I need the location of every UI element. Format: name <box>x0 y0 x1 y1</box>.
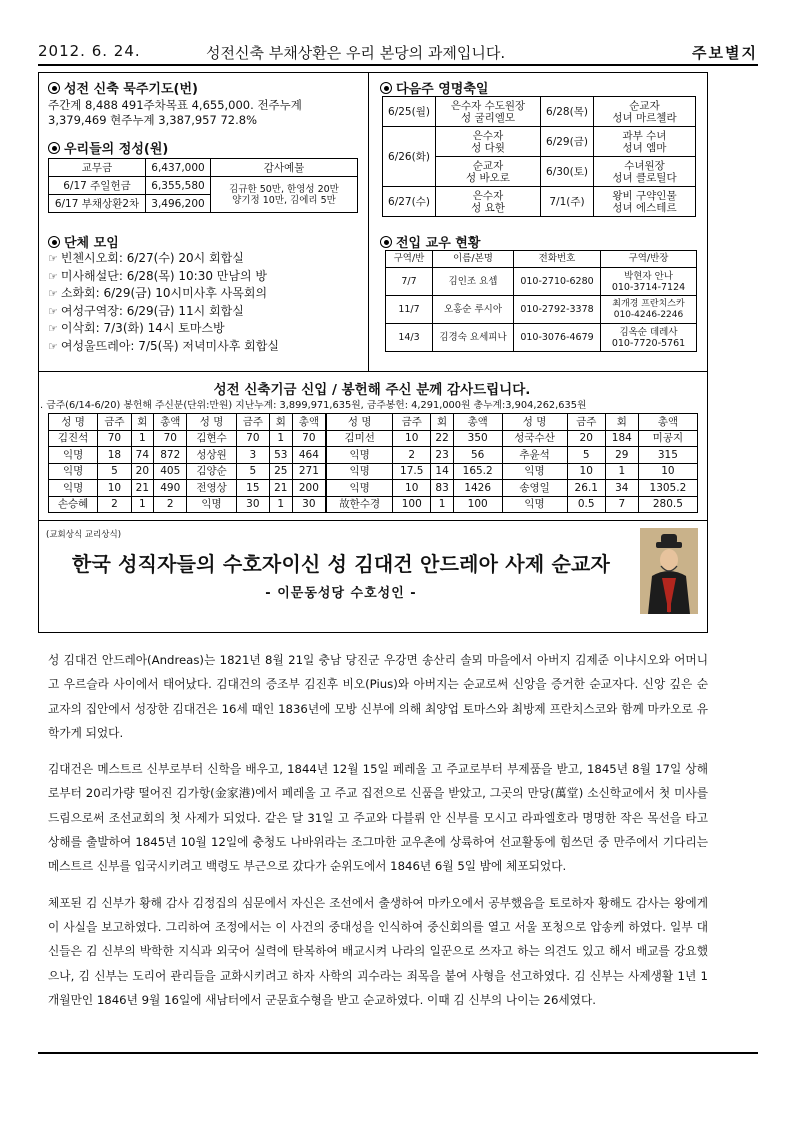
table-cell: 손승혜 <box>49 496 98 513</box>
groups-title: 단체 모임 <box>48 232 119 251</box>
table-cell: 0.5 <box>567 496 605 513</box>
table-cell: 1305.2 <box>638 480 697 497</box>
column-header: 회 <box>131 414 154 431</box>
offering-title: 우리들의 정성(원) <box>48 138 168 157</box>
table-cell: 165.2 <box>453 463 502 480</box>
fund-subtitle: . 금주(6/14-6/20) 봉헌해 주신분(단위:만원) 지난누계: 3,899,971,635원, 금주봉헌: 4,291,000원 총누계:3,904,262,635원 <box>40 400 587 411</box>
table-cell: 18 <box>98 447 131 464</box>
issue-date: 2012. 6. 24. <box>38 42 141 60</box>
list-item: ☞ 여성울뜨레아: 7/5(목) 저녁미사후 회합실 <box>48 338 364 356</box>
list-item: ☞ 소화회: 6/29(금) 10시미사후 사목회의 <box>48 285 364 303</box>
table-cell: 70 <box>236 430 269 447</box>
hand-pointer-icon: ☞ <box>48 339 58 353</box>
table-cell: 익명 <box>49 480 98 497</box>
table-cell: 405 <box>154 463 187 480</box>
column-header: 성 명 <box>326 414 392 431</box>
table-cell: 1 <box>270 496 293 513</box>
table-cell: 100 <box>393 496 431 513</box>
bullet-icon <box>48 82 60 94</box>
paragraph: 체포된 김 신부가 황해 감사 김정집의 심문에서 자신은 조선에서 출생하여 마카오에서 공부했음을 토로하자 황해도 감사는 왕에게 이 사실을 보고하였다. 그리하여 조정에서는 이 사건의 중대성을 인식하여 중신회의를 열고 서울 포청으로 압송케 하였다. 일부 대신들은 김 신부의 박학한 지식과 외국어 실력에 탄복하여 배교시켜 나라의 일꾼으로 쓰자고 하는 의견도 있고 해서 배교를 강요했으나, 김 신부는 도리어 관리들을 교화시키려고 하자 사학의 괴수라는 죄목을 붙여 사형을 선고하였다. 김 신부는 사제생활 1년 1개월만인 1846년 9월 16일에 새남터에서 군문효수형을 받고 순교하였다. 이때 김 신부의 나이는 26세였다. <box>48 895 708 1007</box>
table-cell: 1 <box>270 430 293 447</box>
column-header: 회 <box>431 414 454 431</box>
table-cell: 22 <box>431 430 454 447</box>
table-cell: 5 <box>98 463 131 480</box>
table-cell: 10 <box>638 463 697 480</box>
column-header: 회 <box>605 414 638 431</box>
table-cell: 5 <box>567 447 605 464</box>
table-cell: 김양순 <box>187 463 236 480</box>
table-cell: 5 <box>236 463 269 480</box>
table-cell: 미공지 <box>638 430 697 447</box>
table-row <box>49 447 698 464</box>
hand-pointer-icon: ☞ <box>48 322 58 335</box>
table-cell: 184 <box>605 430 638 447</box>
header <box>38 42 758 64</box>
table-cell: 1426 <box>453 480 502 497</box>
feast-title: 다음주 영명축일 <box>380 78 488 97</box>
table-cell: 350 <box>453 430 502 447</box>
bulletin-tag: 주보별지 <box>692 44 758 62</box>
table-cell: 53 <box>270 447 293 464</box>
table-cell: 익명 <box>49 463 98 480</box>
table-cell: 익명 <box>326 463 392 480</box>
article-kicker: (교회상식 교리상식) <box>46 530 122 540</box>
groups-list <box>48 250 364 355</box>
column-header: 성 명 <box>49 414 98 431</box>
table-cell: 익명 <box>49 447 98 464</box>
table-cell: 26.1 <box>567 480 605 497</box>
hand-pointer-icon: ☞ <box>48 287 58 300</box>
article-title: 한국 성직자들의 수호자이신 성 김대건 안드레아 사제 순교자 <box>71 552 611 576</box>
table-cell: 70 <box>98 430 131 447</box>
hand-pointer-icon: ☞ <box>48 252 58 265</box>
column-header: 회 <box>270 414 293 431</box>
table-cell: 송영일 <box>502 480 567 497</box>
table-cell: 3 <box>236 447 269 464</box>
table-cell: 23 <box>431 447 454 464</box>
saint-portrait <box>640 528 698 614</box>
table-cell: 464 <box>292 447 326 464</box>
table-row: 11/7 오홍순 루시아 010-2792-3378 최개경 프란치스카 010-4246-2246 <box>386 296 697 324</box>
prayer-stats: 주간계 8,488 491주차목표 4,655,000. 전주누계 3,379,469 현주누계 3,387,957 72.8% <box>48 98 302 127</box>
feast-table: 6/25(월) 은수자 수도원장 성 굴리엘모 6/28(목) 순교자 성녀 마르첼라 6/26(화) 은수자 성 다윗 6/29(금) 과부 수녀 성녀 엠마 순교자 성 바오로 6/30(토) 수녀원장 성녀 클로틸다 6/27(수) 은수자 성 요한 7/1(주) 왕비 구약인물 성녀 에스테르 <box>382 96 696 217</box>
table-cell: 83 <box>431 480 454 497</box>
table-cell: 74 <box>131 447 154 464</box>
table-row: 7/7 김인조 요셉 010-2710-6280 박현자 안나 010-3714-7124 <box>386 268 697 296</box>
list-item: ☞ 미사해설단: 6/28(목) 10:30 만남의 방 <box>48 268 364 286</box>
table-cell: 성상원 <box>187 447 236 464</box>
bullet-icon <box>48 236 60 248</box>
table-header-row <box>49 414 698 431</box>
table-cell: 17.5 <box>393 463 431 480</box>
table-cell: 2 <box>154 496 187 513</box>
offering-table: 교무금 6,437,000 감사예물 6/17 주일헌금 6,355,580 김규한 50만, 한영성 20만 양기정 10만, 김에리 5만 6/17 부채상환2차 3,496,200 <box>48 158 358 213</box>
table-cell: 14 <box>431 463 454 480</box>
newcomers-title: 전입 교우 현황 <box>380 232 480 251</box>
header-motto: 성전신축 부채상환은 우리 본당의 과제입니다. <box>206 44 506 62</box>
table-cell: 2 <box>98 496 131 513</box>
column-header: 금주 <box>567 414 605 431</box>
table-cell: 29 <box>605 447 638 464</box>
table-cell: 21 <box>270 480 293 497</box>
table-cell: 김현수 <box>187 430 236 447</box>
table-cell: 10 <box>393 430 431 447</box>
column-header: 총액 <box>292 414 326 431</box>
bullet-icon <box>48 142 60 154</box>
table-cell: 200 <box>292 480 326 497</box>
newcomers-table: 구역/반 이름/본명 전화번호 구역/반장 7/7 김인조 요셉 010-2710-6280 박현자 안나 010-3714-7124 11/7 오홍순 루시아 010-2792-3378 최개경 프란치스카 010-4246-2246 14/3 김경숙 요세피나 010-3076-4679 김옥순 데레사 010-7720-5761 <box>385 250 697 352</box>
table-cell: 10 <box>98 480 131 497</box>
table-cell: 70 <box>292 430 326 447</box>
table-cell: 익명 <box>502 496 567 513</box>
table-cell: 872 <box>154 447 187 464</box>
table-cell: 익명 <box>187 496 236 513</box>
table-cell: 21 <box>131 480 154 497</box>
column-header: 금주 <box>393 414 431 431</box>
column-header: 성 명 <box>502 414 567 431</box>
table-cell: 315 <box>638 447 697 464</box>
table-cell: 익명 <box>326 480 392 497</box>
table-cell: 56 <box>453 447 502 464</box>
hand-pointer-icon: ☞ <box>48 304 58 318</box>
column-header: 금주 <box>98 414 131 431</box>
paragraph: 성 김대건 안드레아(Andreas)는 1821년 8월 21일 충남 당진군 우강면 송산리 솔뫼 마을에서 아버지 김제준 이냐시오와 어머니 고 우르슬라 사이에서 태어났다. 김대건의 증조부 김진후 비오(Pius)와 아버지는 순교로써 신앙을 증거한 순교자다. 신앙 깊은 순교자의 집안에서 성장한 김대건은 16세 때인 1836년에 모방 신부에 의해 최양업 토마스와 최방제 프란치스코와 함께 마카오로 유학가게 되었다. <box>48 653 708 740</box>
table-cell: 10 <box>567 463 605 480</box>
table-cell: 490 <box>154 480 187 497</box>
table-cell: 익명 <box>502 463 567 480</box>
column-header: 총액 <box>453 414 502 431</box>
table-cell: 김미선 <box>326 430 392 447</box>
column-header: 금주 <box>236 414 269 431</box>
table-cell: 익명 <box>326 447 392 464</box>
table-row <box>49 480 698 497</box>
column-header: 총액 <box>154 414 187 431</box>
table-cell: 1 <box>131 430 154 447</box>
table-cell: 280.5 <box>638 496 697 513</box>
prayer-title: 성전 신축 묵주기도(번) <box>48 78 198 97</box>
paragraph: 김대건은 메스트르 신부로부터 신학을 배우고, 1844년 12월 15일 페레올 고 주교로부터 부제품을 받고, 1845년 8월 17일 상해로부터 20리가량 떨어진 김가항(金家港)에서 페레올 고 주교 집전으로 신품을 받았고, 그곳의 만당(萬堂) 소신학교에서 첫 미사를 드림으로써 조선교회의 첫 사제가 되었다. 같은 달 31일 고 주교와 다블뤼 안 신부를 모시고 라파엘호라 명명한 작은 목선을 타고 상해를 출발하여 1845년 10월 12일에 충청도 나바위라는 조그마한 교우촌에 상륙하여 선교활동에 힘쓰던 중 만주에서 기다리는 메스트르 신부를 입국시키려고 백령도 부근으로 갔다가 순위도에서 1846년 6월 5일 밤에 체포되었다. <box>48 762 708 874</box>
header-rule <box>38 64 758 66</box>
table-cell: 故한수경 <box>326 496 392 513</box>
table-cell: 34 <box>605 480 638 497</box>
table-cell: 15 <box>236 480 269 497</box>
table-cell: 추윤석 <box>502 447 567 464</box>
table-row: 14/3 김경숙 요세피나 010-3076-4679 김옥순 데레사 010-7720-5761 <box>386 324 697 352</box>
fund-title: 성전 신축기금 신입 / 봉헌해 주신 분께 감사드립니다. <box>213 382 531 398</box>
table-cell: 271 <box>292 463 326 480</box>
table-cell: 1 <box>605 463 638 480</box>
table-row <box>49 430 698 447</box>
table-cell: 2 <box>393 447 431 464</box>
list-item: ☞ 빈첸시오회: 6/27(수) 20시 회합실 <box>48 250 364 268</box>
table-cell: 100 <box>453 496 502 513</box>
footer-rule <box>38 1052 758 1054</box>
article-subtitle: - 이문동성당 수호성인 - <box>265 586 417 601</box>
bullet-icon <box>380 82 392 94</box>
table-cell: 김진석 <box>49 430 98 447</box>
table-cell: 전영상 <box>187 480 236 497</box>
table-cell: 1 <box>431 496 454 513</box>
table-row <box>49 496 698 513</box>
fund-table <box>48 413 698 513</box>
list-item: ☞ 여성구역장: 6/29(금) 11시 회합실 <box>48 303 364 321</box>
bullet-icon <box>380 236 392 248</box>
list-item: ☞ 이삭회: 7/3(화) 14시 토마스방 <box>48 320 364 338</box>
table-cell: 70 <box>154 430 187 447</box>
table-cell: 10 <box>393 480 431 497</box>
column-header: 성 명 <box>187 414 236 431</box>
table-row <box>49 463 698 480</box>
article-body <box>48 648 708 1012</box>
table-cell: 7 <box>605 496 638 513</box>
table-cell: 25 <box>270 463 293 480</box>
table-cell: 30 <box>292 496 326 513</box>
table-cell: 30 <box>236 496 269 513</box>
table-cell: 성국수산 <box>502 430 567 447</box>
table-cell: 20 <box>131 463 154 480</box>
table-cell: 1 <box>131 496 154 513</box>
table-cell: 20 <box>567 430 605 447</box>
column-header: 총액 <box>638 414 697 431</box>
hand-pointer-icon: ☞ <box>48 269 58 283</box>
